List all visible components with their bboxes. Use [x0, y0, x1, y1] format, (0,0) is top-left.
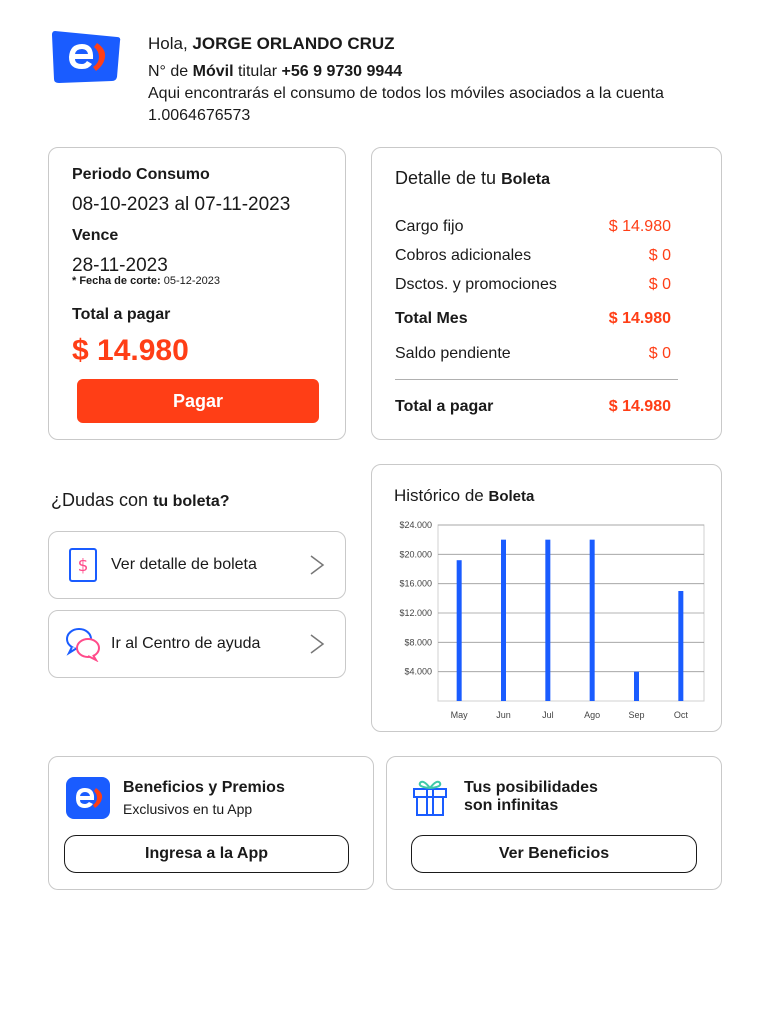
total-amount: $ 14.980: [72, 334, 189, 367]
bill-history-chart: [372, 515, 721, 725]
view-bill-detail-link[interactable]: [48, 531, 346, 599]
y-tick-label: $20.000: [399, 549, 432, 560]
benefits-subtitle: Exclusivos en tu App: [123, 801, 253, 817]
account-description: Aqui encontrarás el consumo de todos los móviles asociados a la cuenta 1.0064676573: [148, 85, 664, 124]
detail-row-pending: Saldo pendiente $ 0: [395, 345, 671, 362]
cutoff-note: * Fecha de corte: 05-12-2023: [72, 275, 220, 287]
x-tick-label: Jun: [496, 710, 511, 720]
bill-detail-card: [371, 147, 722, 440]
bill-history-card: [371, 464, 722, 732]
period-label: Periodo Consumo: [72, 166, 210, 183]
possibilities-card: [386, 756, 722, 890]
detail-row-total-pay: Total a pagar $ 14.980: [395, 398, 671, 415]
chat-bubbles-icon: [65, 626, 101, 662]
chevron-right-icon: [307, 633, 327, 655]
y-tick-label: $24.000: [399, 520, 432, 530]
bar-jun: [501, 540, 506, 701]
x-tick-label: Ago: [584, 710, 601, 720]
y-tick-label: $16.000: [399, 578, 432, 589]
bar-may: [457, 560, 462, 701]
help-center-label: Ir al Centro de ayuda: [111, 635, 261, 652]
due-label: Vence: [72, 227, 119, 244]
due-date: 28-11-2023: [72, 255, 168, 276]
possibilities-title: Tus posibilidades son infinitas: [464, 779, 598, 814]
detail-row-total-month: Total Mes $ 14.980: [395, 310, 671, 327]
phone-number: +56 9 9730 9944: [281, 63, 403, 80]
x-tick-label: Jul: [542, 710, 554, 720]
x-tick-label: May: [450, 710, 468, 720]
gift-icon: [411, 777, 449, 817]
bar-ago: [590, 540, 595, 701]
header: [148, 33, 708, 127]
phone-line: N° de Móvil titular +56 9 9730 9944: [148, 63, 403, 80]
detail-row-additional: Cobros adicionales $ 0: [395, 247, 671, 264]
total-label: Total a pagar: [72, 306, 171, 323]
greeting: Hola, JORGE ORLANDO CRUZ: [148, 34, 395, 53]
period-value: 08-10-2023 al 07-11-2023: [72, 194, 291, 215]
view-benefits-button[interactable]: Ver Beneficios: [411, 835, 697, 873]
pay-button[interactable]: Pagar: [77, 379, 319, 423]
x-tick-label: Sep: [628, 710, 645, 720]
svg-text:$: $: [77, 556, 89, 576]
x-tick-label: Oct: [673, 710, 688, 720]
bar-jul: [545, 540, 550, 701]
bar-sep: [634, 672, 639, 701]
entel-logo-icon: [51, 29, 121, 83]
help-center-link[interactable]: [48, 610, 346, 678]
benefits-title: Beneficios y Premios: [123, 779, 285, 796]
detail-row-fixed-charge: Cargo fijo $ 14.980: [395, 218, 671, 235]
benefits-card: [48, 756, 374, 890]
view-bill-detail-label: Ver detalle de boleta: [111, 556, 257, 573]
y-tick-label: $8.000: [404, 637, 432, 648]
chevron-right-icon: [307, 554, 327, 576]
divider: [395, 379, 678, 380]
y-tick-label: $4.000: [404, 666, 432, 677]
open-app-button[interactable]: Ingresa a la App: [64, 835, 349, 873]
bill-detail-title: Detalle de tu Boleta: [395, 168, 550, 188]
entel-app-icon: [66, 777, 110, 819]
bar-oct: [678, 591, 683, 701]
period-card: [48, 147, 346, 440]
bill-history-title: Histórico de Boleta: [394, 486, 535, 505]
help-title: ¿Dudas con tu boleta?: [51, 490, 230, 510]
dollar-bill-icon: [65, 547, 101, 583]
y-tick-label: $12.000: [399, 608, 432, 618]
detail-row-discounts: Dsctos. y promociones $ 0: [395, 276, 671, 293]
customer-name: JORGE ORLANDO CRUZ: [192, 34, 395, 53]
